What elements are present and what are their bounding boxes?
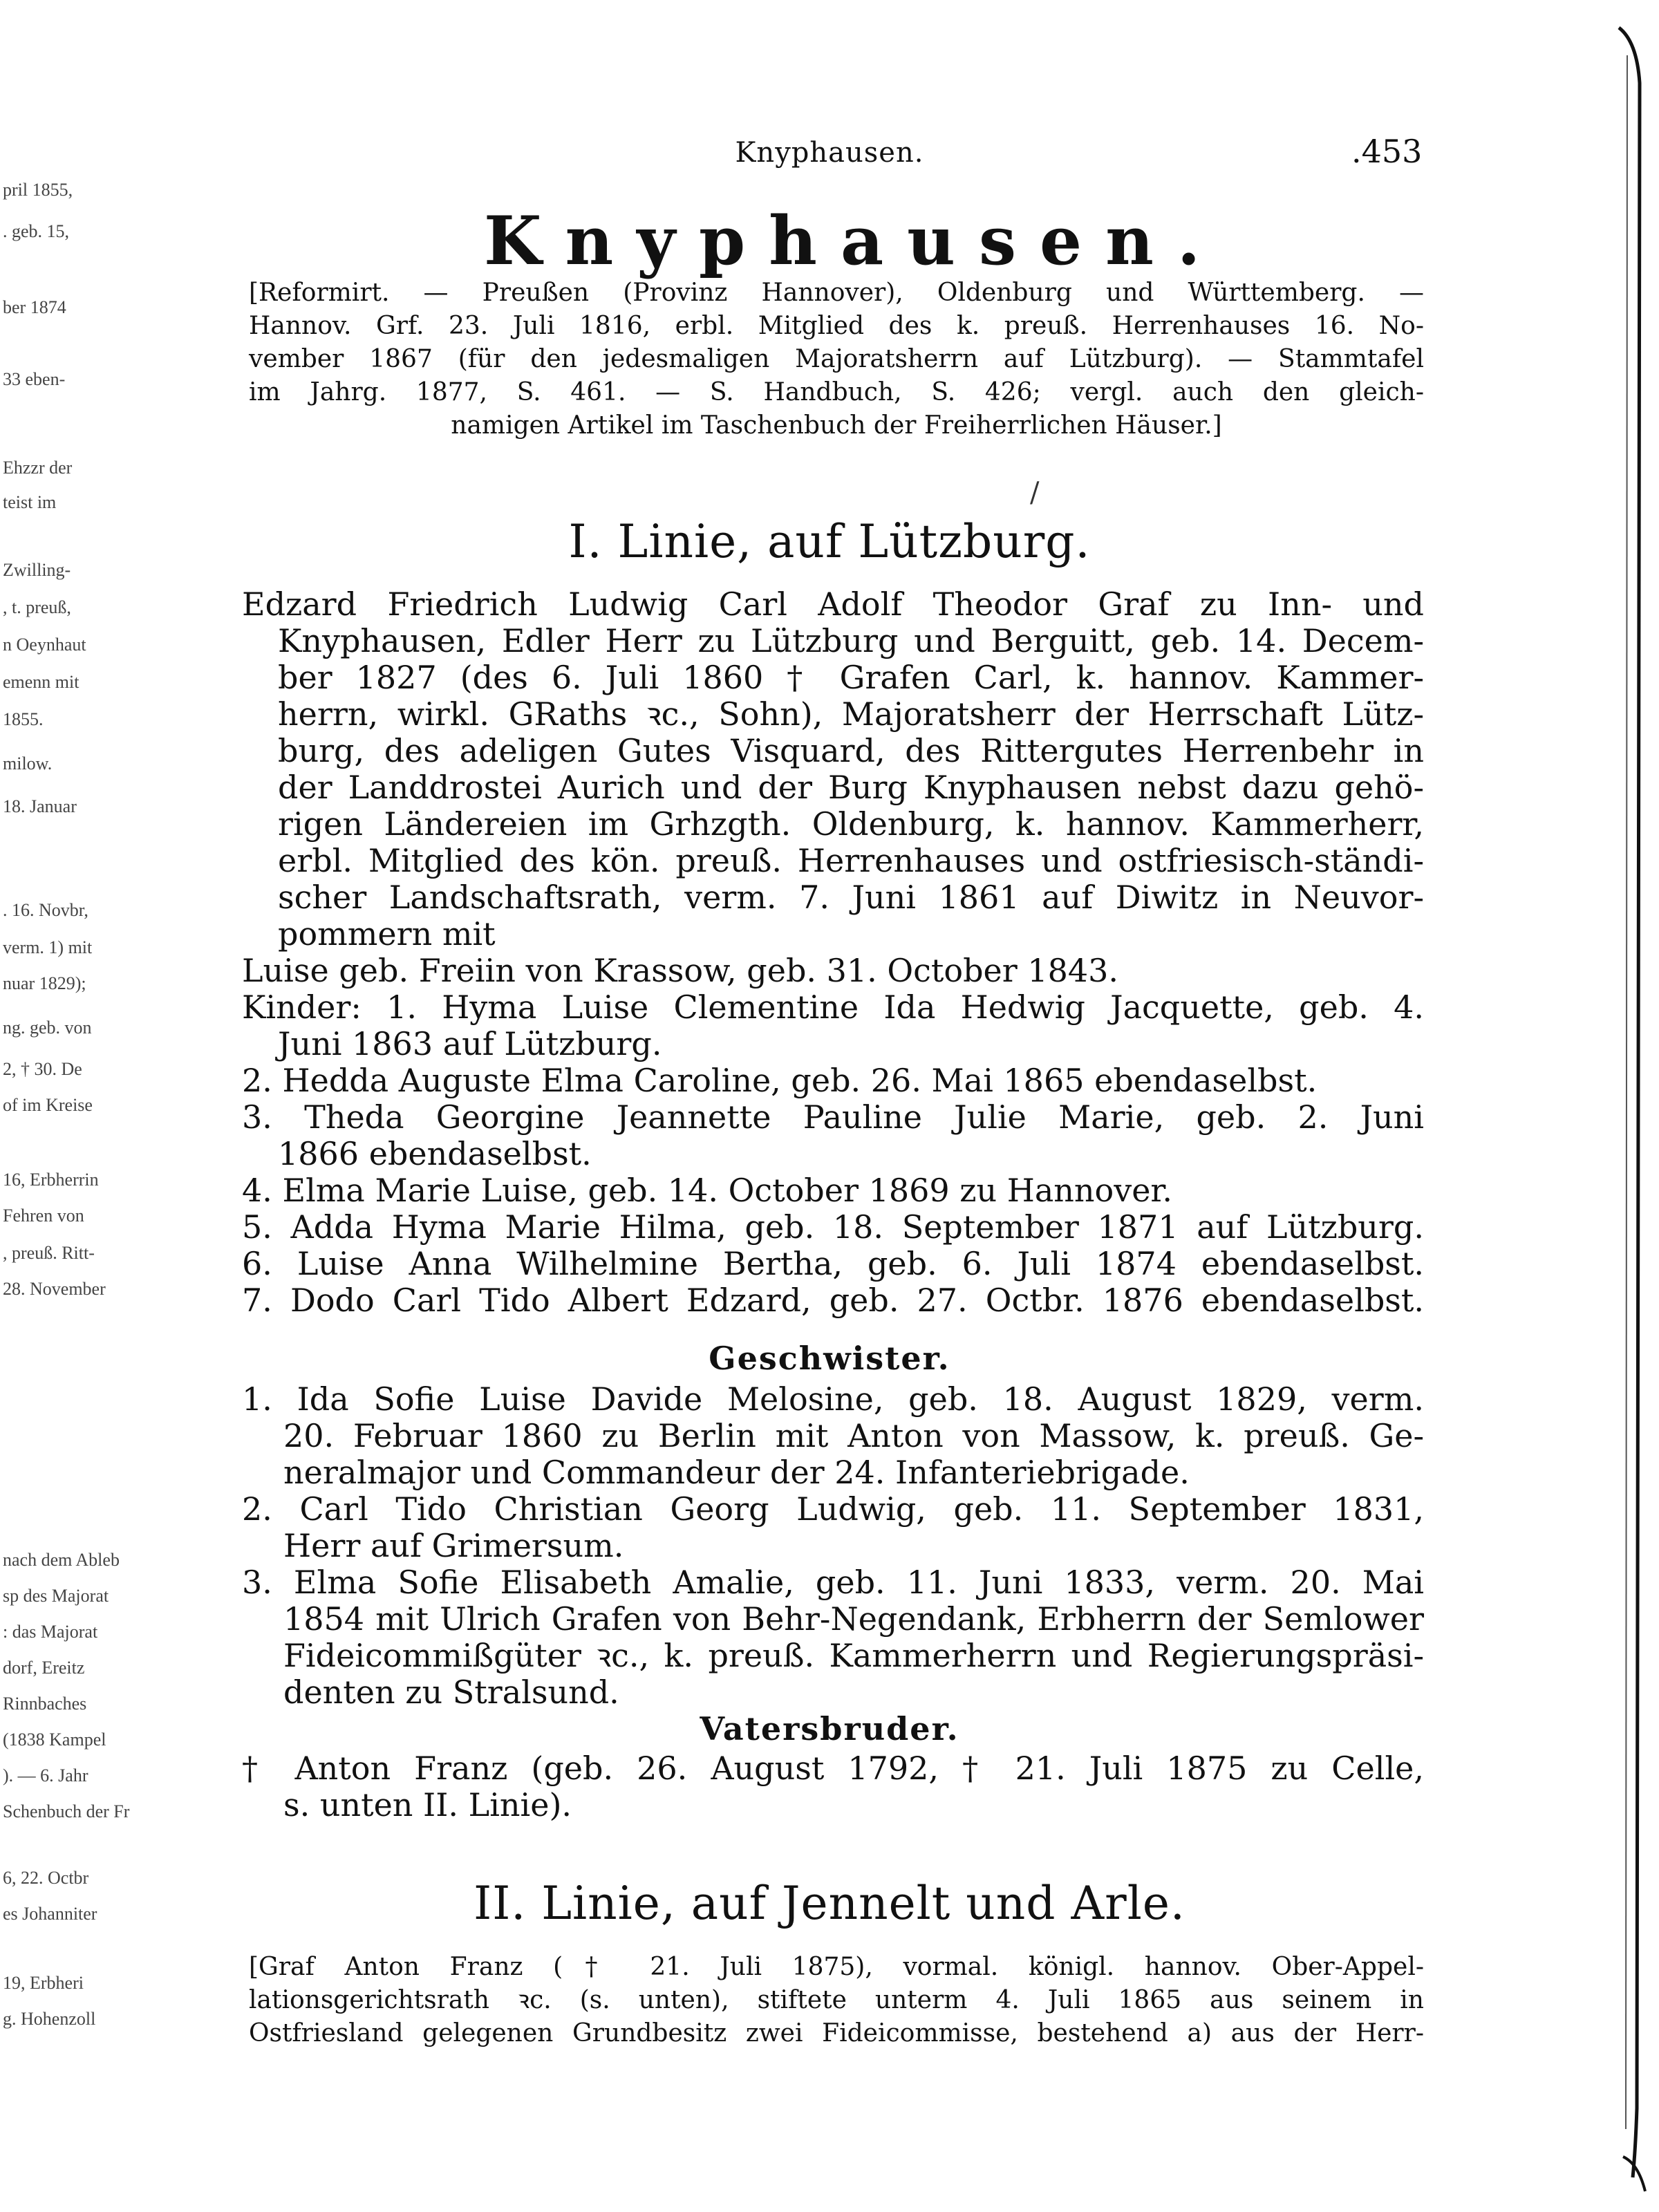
margin-fragment: , preuß. Ritt- xyxy=(3,1243,95,1263)
margin-fragment: 18. Januar xyxy=(3,796,77,816)
note-line: vember 1867 (für den jedesmaligen Majoratsherrn auf Lützburg). — Stammtafel xyxy=(249,345,1424,373)
margin-fragment: Ehzzr der xyxy=(3,458,73,478)
margin-fragment: pril 1855, xyxy=(3,180,73,200)
margin-fragment: 1855. xyxy=(3,709,44,729)
child-line: 2. Hedda Auguste Elma Caroline, geb. 26. Mai 1865 ebendaselbst. xyxy=(242,1062,1318,1099)
uncle-line: † Anton Franz (geb. 26. August 1792, † 21. Juli 1875 zu Celle, xyxy=(242,1750,1424,1787)
margin-fragment: teist im xyxy=(3,492,57,512)
margin-fragment: 16, Erbherrin xyxy=(3,1170,99,1190)
margin-fragment: ber 1874 xyxy=(3,297,66,317)
child-line: 1866 ebendaselbst. xyxy=(278,1135,592,1172)
section-2-heading: II. Linie, auf Jennelt und Arle. xyxy=(474,1877,1185,1930)
sibling-line: Herr auf Grimersum. xyxy=(283,1527,624,1564)
intro-note xyxy=(249,276,1424,442)
margin-fragment: (1838 Kampel xyxy=(3,1730,106,1750)
sibling-line: 1. Ida Sofie Luise Davide Melosine, geb. 18. August 1829, verm. xyxy=(242,1380,1424,1418)
margin-fragment: dorf, Ereitz xyxy=(3,1658,85,1678)
family-block xyxy=(242,953,1424,1319)
margin-fragment: 33 eben- xyxy=(3,369,66,389)
entry-line: ber 1827 (des 6. Juli 1860 † Grafen Carl, k. hannov. Kammer- xyxy=(278,659,1424,696)
entry-line: Edzard Friedrich Ludwig Carl Adolf Theodor Graf zu Inn- und xyxy=(242,585,1424,623)
margin-fragment: ). — 6. Jahr xyxy=(3,1765,88,1785)
margin-fragment: 28. November xyxy=(3,1279,106,1299)
margin-fragment: Fehren von xyxy=(3,1206,84,1226)
margin-fragment: g. Hohenzoll xyxy=(3,2009,96,2029)
note-line: [Graf Anton Franz († 21. Juli 1875), vormal. königl. hannov. Ober-Appel- xyxy=(249,1953,1424,1981)
note-line: Ostfriesland gelegenen Grundbesitz zwei Fideicommisse, bestehend a) aus der Herr- xyxy=(249,2019,1424,2047)
margin-fragment: . 16. Novbr, xyxy=(3,900,88,920)
sibling-line: 2. Carl Tido Christian Georg Ludwig, geb. 11. September 1831, xyxy=(242,1490,1424,1528)
child-line: Juni 1863 auf Lützburg. xyxy=(278,1025,662,1062)
running-header-title: Knyphausen. xyxy=(735,137,924,169)
margin-fragment: es Johanniter xyxy=(3,1904,97,1924)
entry-line: scher Landschaftsrath, verm. 7. Juni 1861 auf Diwitz in Neuvor- xyxy=(278,879,1424,916)
entry-line: der Landdrostei Aurich und der Burg Knyphausen nebst dazu gehö- xyxy=(278,769,1424,806)
section-1-heading: I. Linie, auf Lützburg. xyxy=(568,515,1091,568)
margin-fragment: sp des Majorat xyxy=(3,1586,109,1606)
sibling-line: neralmajor und Commandeur der 24. Infanteriebrigade. xyxy=(283,1454,1190,1491)
entry-line: herrn, wirkl. GRaths ꝛc., Sohn), Majoratsherr der Herrschaft Lütz- xyxy=(278,695,1424,733)
page-title: Knyphausen. xyxy=(484,202,1224,280)
siblings-block xyxy=(242,1381,1424,1711)
margin-fragment: , t. preuß, xyxy=(3,597,71,617)
stray-mark: / xyxy=(1030,477,1040,509)
note-line: Hannov. Grf. 23. Juli 1816, erbl. Mitglied des k. preuß. Herrenhauses 16. No- xyxy=(249,312,1424,340)
child-line: 6. Luise Anna Wilhelmine Bertha, geb. 6. Juli 1874 ebendaselbst. xyxy=(242,1245,1424,1282)
sibling-line: 20. Februar 1860 zu Berlin mit Anton von Massow, k. preuß. Ge- xyxy=(283,1417,1424,1454)
uncle-line: s. unten II. Linie). xyxy=(283,1786,572,1824)
sibling-line: 1854 mit Ulrich Grafen von Behr-Negendank, Erbherrn der Semlower xyxy=(283,1600,1424,1638)
margin-fragment: 2, † 30. De xyxy=(3,1059,82,1079)
note-line: [Reformirt. — Preußen (Provinz Hannover), Oldenburg und Württemberg. — xyxy=(249,279,1424,307)
margin-fragment: verm. 1) mit xyxy=(3,937,93,957)
page-number: .453 xyxy=(1351,133,1423,170)
page-spine-edge xyxy=(1555,0,1659,2212)
spouse-line: Luise geb. Freiin von Krassow, geb. 31. October 1843. xyxy=(242,952,1119,989)
siblings-heading: Geschwister. xyxy=(709,1340,950,1377)
margin-fragment: nuar 1829); xyxy=(3,973,86,993)
child-line: 4. Elma Marie Luise, geb. 14. October 1869 zu Hannover. xyxy=(242,1172,1172,1209)
note-line: im Jahrg. 1877, S. 461. — S. Handbuch, S. 426; vergl. auch den gleich- xyxy=(249,378,1424,406)
child-line: 3. Theda Georgine Jeannette Pauline Julie Marie, geb. 2. Juni xyxy=(242,1098,1424,1136)
entry-line: pommern mit xyxy=(278,915,496,953)
margin-fragment: n Oeynhaut xyxy=(3,635,86,655)
margin-fragment: of im Kreise xyxy=(3,1095,93,1115)
section-2-note xyxy=(249,1951,1424,2050)
margin-fragment: . geb. 15, xyxy=(3,221,70,241)
child-line: 5. Adda Hyma Marie Hilma, geb. 18. September 1871 auf Lützburg. xyxy=(242,1208,1424,1246)
margin-fragment: nach dem Ableb xyxy=(3,1550,120,1570)
entry-line: Knyphausen, Edler Herr zu Lützburg und Berguitt, geb. 14. Decem- xyxy=(278,622,1424,659)
margin-fragment: : das Majorat xyxy=(3,1622,98,1642)
margin-fragment: milow. xyxy=(3,753,53,774)
entry-line: rigen Ländereien im Grhzgth. Oldenburg, k. hannov. Kammerherr, xyxy=(278,805,1424,843)
margin-fragment: ng. geb. von xyxy=(3,1018,92,1038)
margin-fragment: Zwilling- xyxy=(3,560,71,580)
note-line: lationsgerichtsrath ꝛc. (s. unten), stiftete unterm 4. Juli 1865 aus seinem in xyxy=(249,1986,1424,2014)
margin-fragment: emenn mit xyxy=(3,672,79,692)
sibling-line: denten zu Stralsund. xyxy=(283,1674,619,1711)
facing-page-margin xyxy=(0,0,130,2212)
entry-line: erbl. Mitglied des kön. preuß. Herrenhauses und ostfriesisch-ständi- xyxy=(278,842,1424,879)
uncle-heading: Vatersbruder. xyxy=(700,1710,959,1747)
margin-fragment: 6, 22. Octbr xyxy=(3,1868,89,1888)
child-line: Kinder: 1. Hyma Luise Clementine Ida Hedwig Jacquette, geb. 4. xyxy=(242,988,1424,1026)
uncle-block xyxy=(242,1750,1424,1824)
child-line: 7. Dodo Carl Tido Albert Edzard, geb. 27. Octbr. 1876 ebendaselbst. xyxy=(242,1282,1424,1319)
margin-fragment: 19, Erbheri xyxy=(3,1973,84,1993)
margin-fragment: Rinnbaches xyxy=(3,1694,87,1714)
sibling-line: Fideicommißgüter ꝛc., k. preuß. Kammerherrn und Regierungspräsi- xyxy=(283,1637,1424,1674)
note-line: namigen Artikel im Taschenbuch der Freiherrlichen Häuser.] xyxy=(451,411,1222,440)
margin-fragment: Schenbuch der Fr xyxy=(3,1801,130,1821)
sibling-line: 3. Elma Sofie Elisabeth Amalie, geb. 11. Juni 1833, verm. 20. Mai xyxy=(242,1564,1424,1601)
head-of-house-entry xyxy=(242,586,1424,953)
spine-line-graphic xyxy=(1555,0,1659,2212)
entry-line: burg, des adeligen Gutes Visquard, des Rittergutes Herrenbehr in xyxy=(278,732,1424,769)
